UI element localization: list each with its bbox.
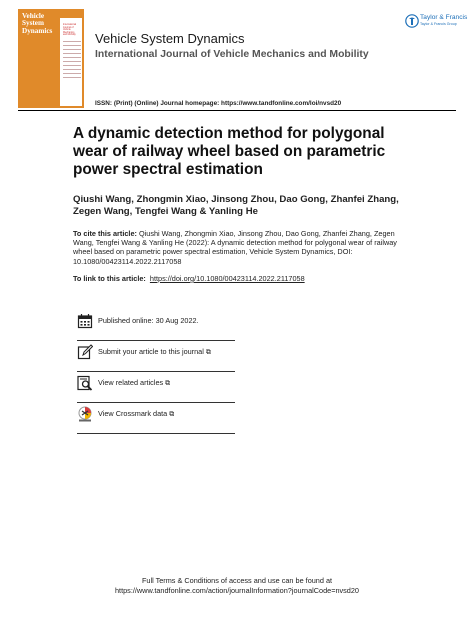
citation-text: Qiushi Wang, Zhongmin Xiao, Jinsong Zhou, Dao Gong, Zhanfei Zhang, Zegen Wang, Tengfei Wang & Yanling He (2022): A dynamic detection method for polygonal wear of railway wheel based on parametric power spectral estimation, Vehicle System Dynamics, DOI: 10.1080/00423114.2022.2117058 bbox=[73, 229, 397, 266]
cover-subtitle: International Journal of Vehicle Mechanics and Mobility bbox=[63, 23, 77, 37]
cover-title-line: Dynamics bbox=[22, 26, 53, 35]
publisher-logo[interactable] bbox=[405, 14, 468, 30]
cover-title-line: System bbox=[22, 19, 44, 28]
external-link-icon: ⧉ bbox=[169, 411, 175, 418]
cover-panel bbox=[60, 18, 82, 106]
cover-title-line: Vehicle bbox=[22, 12, 45, 20]
external-link-icon: ⧉ bbox=[165, 380, 171, 387]
article-title: A dynamic detection method for polygonal wear of railway wheel based on parametric power spectral estimation bbox=[73, 125, 386, 178]
article-authors: Qiushi Wang, Zhongmin Xiao, Jinsong Zhou, Dao Gong, Zhanfei Zhang, Zegen Wang, Tengfei Wang & Yanling He bbox=[73, 194, 399, 217]
crossmark-icon bbox=[77, 406, 93, 422]
related-articles-label: View related articles bbox=[98, 378, 164, 387]
submit-article-link[interactable] bbox=[98, 347, 211, 357]
citation-label: To cite this article: bbox=[73, 229, 137, 238]
header-divider bbox=[18, 110, 456, 111]
publisher-group: Taylor & Francis Group bbox=[420, 22, 457, 26]
crossmark-label: View Crossmark data bbox=[98, 409, 168, 418]
crossmark-link[interactable] bbox=[98, 409, 174, 419]
article-link-label: To link to this article: bbox=[73, 274, 146, 283]
cover-contents-lines bbox=[63, 38, 81, 78]
journal-name: Vehicle System Dynamics bbox=[95, 31, 245, 46]
search-icon bbox=[77, 375, 93, 391]
citation-block bbox=[73, 229, 403, 266]
journal-subtitle: International Journal of Vehicle Mechanics and Mobility bbox=[95, 49, 369, 60]
submit-article-row[interactable] bbox=[77, 341, 235, 372]
footer-terms-text: Full Terms & Conditions of access and use can be found at bbox=[141, 576, 333, 585]
footer-terms-link[interactable]: https://www.tandfonline.com/action/journalInformation?journalCode=nvsd20 bbox=[115, 585, 359, 595]
published-online-text: Published online: 30 Aug 2022. bbox=[98, 316, 199, 325]
external-link-icon: ⧉ bbox=[205, 349, 211, 356]
related-articles-row[interactable] bbox=[77, 372, 235, 403]
calendar-icon bbox=[77, 313, 93, 329]
cover-title bbox=[22, 13, 62, 35]
publisher-name: Taylor & Francis bbox=[420, 14, 468, 21]
related-articles-link[interactable] bbox=[98, 378, 170, 388]
article-doi-link[interactable]: https://doi.org/10.1080/00423114.2022.2117058 bbox=[149, 274, 305, 283]
journal-cover bbox=[18, 9, 84, 108]
footer bbox=[0, 576, 474, 595]
edit-icon bbox=[77, 344, 93, 360]
published-online-row bbox=[77, 310, 235, 341]
publisher-logo-icon bbox=[405, 14, 419, 28]
submit-article-label: Submit your article to this journal bbox=[98, 347, 204, 356]
crossmark-row[interactable] bbox=[77, 403, 235, 434]
article-link-block bbox=[73, 274, 403, 283]
issn-homepage-line[interactable]: ISSN: (Print) (Online) Journal homepage: https://www.tandfonline.com/loi/nvsd20 bbox=[95, 100, 342, 107]
